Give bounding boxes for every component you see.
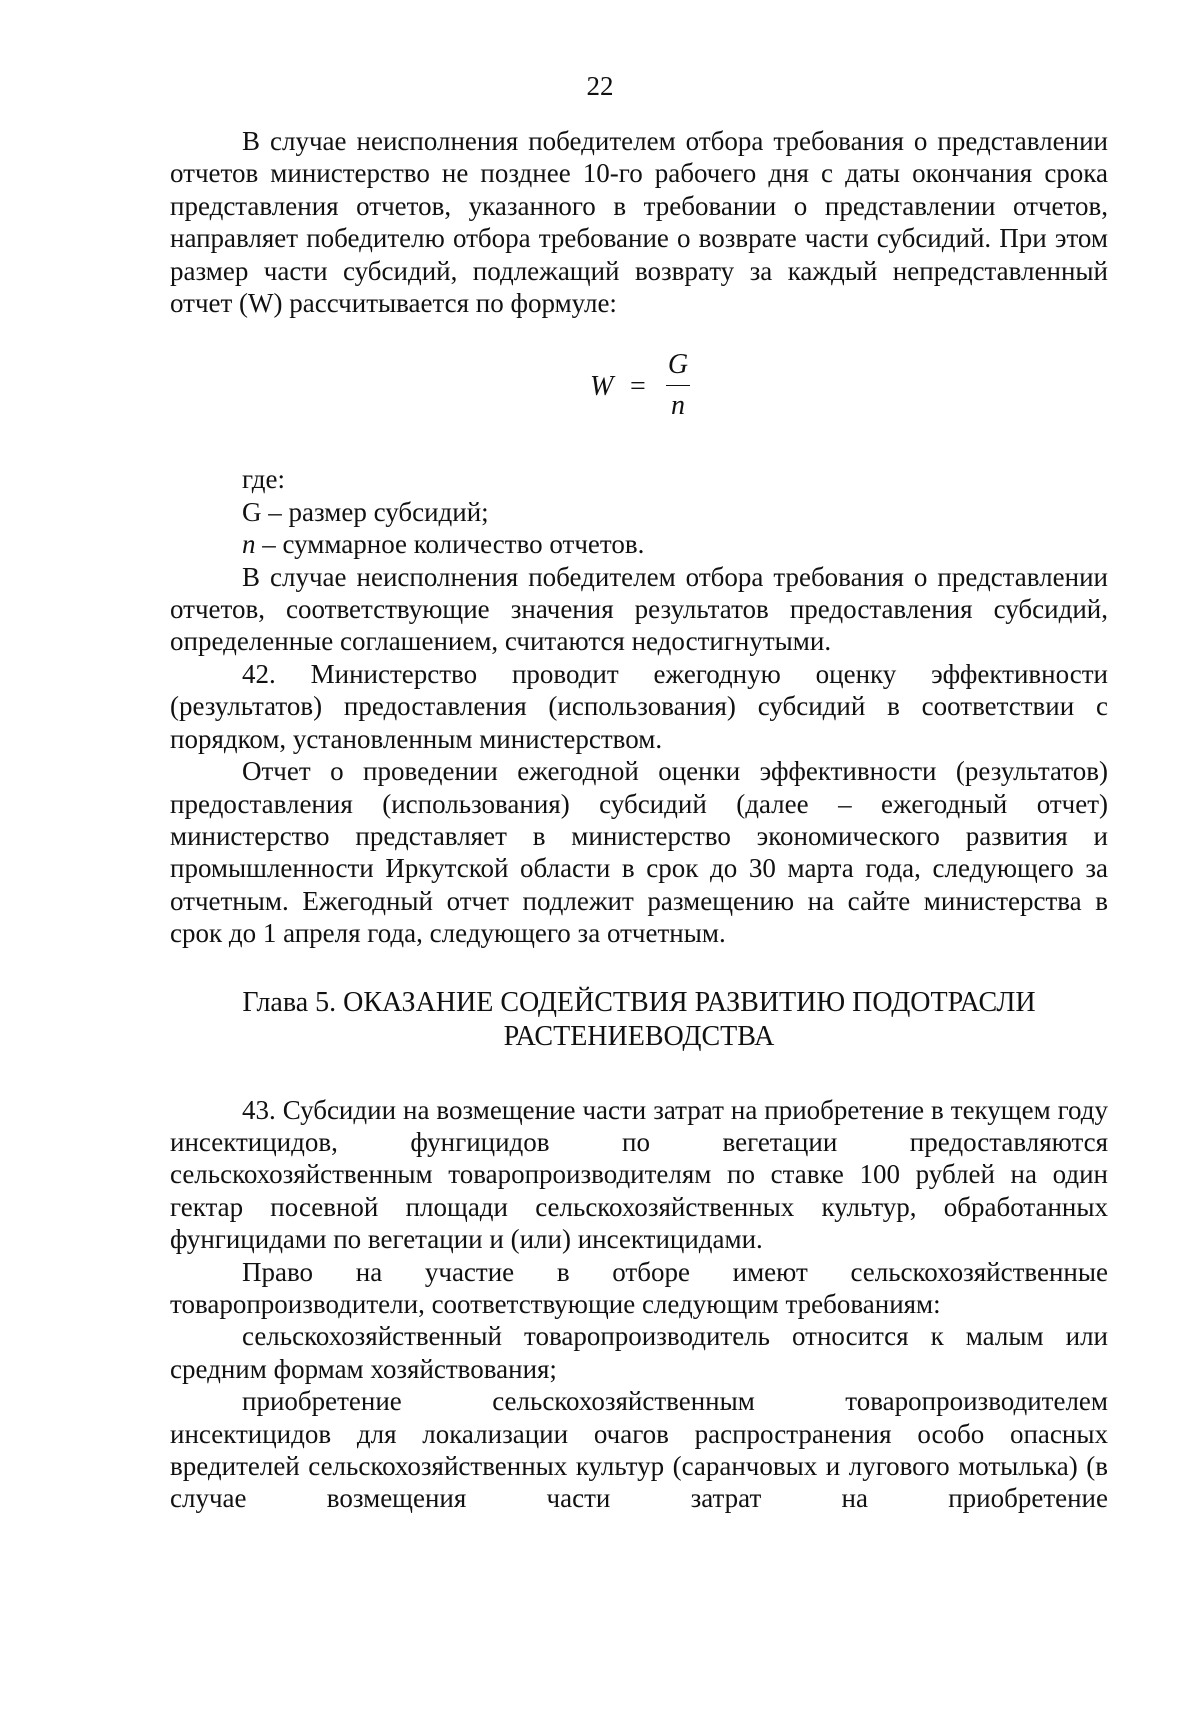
where-n-definition [170,528,1108,560]
where-label: где: [242,464,285,495]
paragraph-43: 43. Субсидии на возмещение части затрат на приобретение в текущем году инсектицидов, фунгицидов по вегетации предоставляются сельскохозяйственным товаропроизводителям по ставке 100 рублей на один гектар посевной площади сельскохозяйственных культур, обработанных фунгицидами по вегетации и (или) инсектицидами. [170,1094,1108,1255]
where-g-definition: G – размер субсидий; [242,496,489,527]
formula-numerator: G [667,349,689,381]
n-variable: n [242,529,256,560]
paragraph-return-requirement: В случае неисполнения победителем отбора требования о представлении отчетов министерство не позднее 10-го рабочего дня с даты окончания срока представления отчетов, указанного в требовании о представлении отчетов, направляет победителю отбора требование о возврате части субсидий. При этом размер части субсидий, подлежащий возврату за каждый непредставленный отчет (W) рассчитывается по формуле: [170,126,1108,319]
paragraph-not-achieved: В случае неисполнения победителем отбора требования о представлении отчетов, соответствующие значения результатов предоставления субсидий, определенные соглашением, считаются недостигнутыми. [170,561,1108,657]
chapter-heading-line1: Глава 5. ОКАЗАНИЕ СОДЕЙСТВИЯ РАЗВИТИЮ ПОДОТРАСЛИ [242,986,1036,1018]
chapter-heading [170,986,1108,1054]
formula-denominator: n [671,390,685,422]
paragraph-42: 42. Министерство проводит ежегодную оценку эффективности (результатов) предоставления (использования) субсидий в соответствии с порядком, установленным министерством. [170,658,1108,754]
chapter-heading-line2: РАСТЕНИЕВОДСТВА [503,1020,775,1052]
formula-fraction [666,347,690,424]
formula-lhs: W [590,371,614,403]
page-number: 22 [586,71,614,101]
n-definition-text: – суммарное количество отчетов. [255,529,645,560]
paragraph-eligibility: Право на участие в отборе имеют сельскохозяйственные товаропроизводители, соответствующие следующим требованиям: [170,1256,1108,1319]
paragraph-insecticides: приобретение сельскохозяйственным товаропроизводителем инсектицидов для локализации очагов распространения особо опасных вредителей сельскохозяйственных культур (саранчовых и лугового мотылька) (в случае возмещения части затрат на приобретение [170,1386,1108,1514]
paragraph-small-forms: сельскохозяйственный товаропроизводитель относится к малым или средним формам хозяйствования; [170,1321,1108,1384]
document-body [170,125,1108,1515]
formula-equals: = [630,371,646,403]
paragraph-annual-report: Отчет о проведении ежегодной оценки эффективности (результатов) предоставления (использования) субсидий (далее – ежегодный отчет) министерство представляет в министерство экономического развития и промышленности Иркутской области в срок до 30 марта года, следующего за отчетным. Ежегодный отчет подлежит размещению на сайте министерства в срок до 1 апреля года, следующего за отчетным. [170,756,1108,949]
fraction-bar [666,385,690,386]
formula [170,341,1108,445]
